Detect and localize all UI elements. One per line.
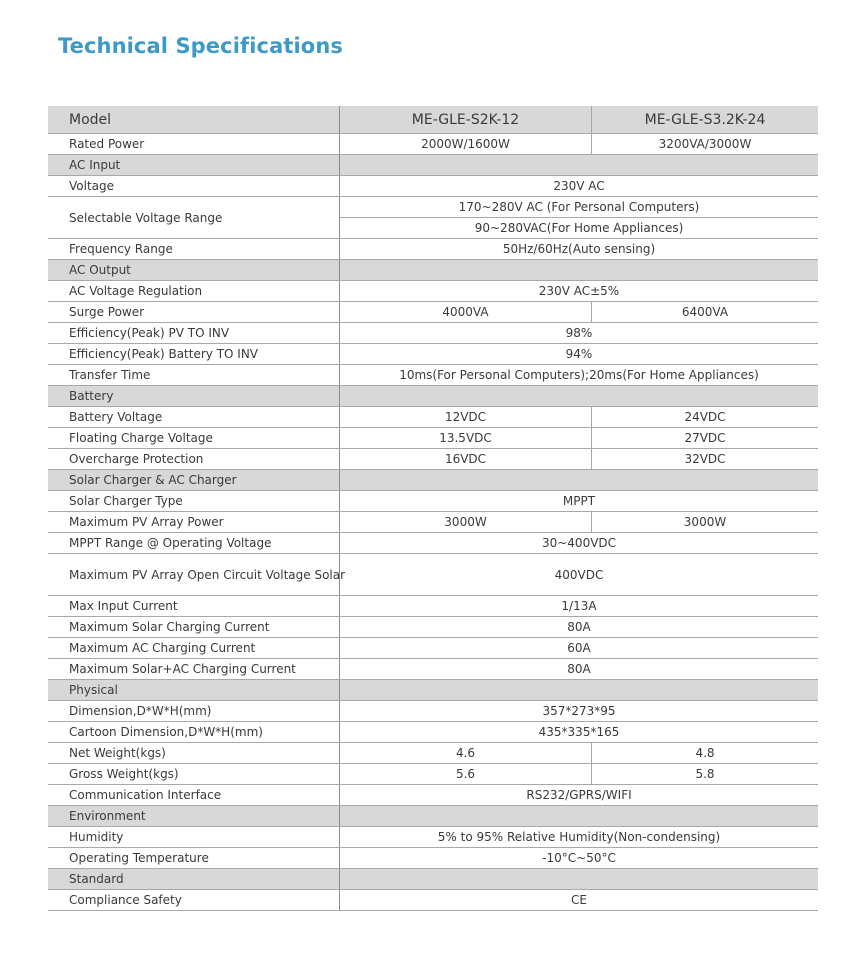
spec-label: Transfer Time <box>69 368 151 382</box>
value-columns <box>339 638 818 658</box>
value-columns <box>339 785 818 805</box>
value-columns <box>339 596 818 616</box>
table-row <box>48 890 818 911</box>
value-columns <box>339 617 818 637</box>
value-columns <box>339 512 818 532</box>
section-header-row <box>48 155 818 176</box>
spec-value: 50Hz/60Hz(Auto sensing) <box>502 242 656 256</box>
spec-value-model-1: 5.6 <box>455 767 476 781</box>
spec-value: 5% to 95% Relative Humidity(Non-condensing) <box>437 830 721 844</box>
spec-label: Maximum PV Array Open Circuit Voltage Solar <box>69 567 346 582</box>
value-columns <box>339 701 818 721</box>
table-row <box>48 302 818 323</box>
spec-label: Battery Voltage <box>69 410 163 424</box>
spec-value-model-2: 5.8 <box>591 764 818 784</box>
section-label: Battery <box>69 389 114 403</box>
spec-label: Compliance Safety <box>69 893 182 907</box>
spec-value: MPPT <box>562 494 596 508</box>
value-columns <box>339 869 818 889</box>
table-row <box>48 722 818 743</box>
table-row <box>48 848 818 869</box>
section-label: Standard <box>69 872 124 886</box>
value-columns <box>339 491 818 511</box>
spec-label: Voltage <box>69 179 115 193</box>
spec-value: 230V AC <box>553 179 605 193</box>
value-columns <box>339 365 818 385</box>
spec-label: Rated Power <box>69 137 145 151</box>
table-row <box>48 239 818 260</box>
value-columns <box>339 533 818 553</box>
value-columns <box>339 659 818 679</box>
spec-value-model-2: 24VDC <box>591 407 818 427</box>
spec-label: Solar Charger Type <box>69 494 183 508</box>
spec-value-line: 90~280VAC(For Home Appliances) <box>474 220 684 235</box>
spec-label: Maximum Solar Charging Current <box>69 620 270 634</box>
spec-value: 98% <box>565 326 593 340</box>
value-columns <box>339 197 818 238</box>
spec-value-model-1: 16VDC <box>444 452 487 466</box>
table-row <box>48 176 818 197</box>
value-columns <box>339 323 818 343</box>
table-row <box>48 743 818 764</box>
spec-label: Overcharge Protection <box>69 452 204 466</box>
table-row <box>48 785 818 806</box>
table-row <box>48 407 818 428</box>
section-label: AC Output <box>69 263 131 277</box>
table-row <box>48 428 818 449</box>
spec-value: RS232/GPRS/WIFI <box>526 788 632 802</box>
table-row <box>48 197 818 239</box>
spec-label: Max Input Current <box>69 599 178 613</box>
section-label: Solar Charger & AC Charger <box>69 473 237 487</box>
table-row <box>48 659 818 680</box>
table-row <box>48 512 818 533</box>
value-columns <box>339 176 818 196</box>
page-title: Technical Specifications <box>58 34 343 58</box>
spec-label: Operating Temperature <box>69 851 209 865</box>
spec-label: Gross Weight(kgs) <box>69 767 179 781</box>
spec-value-model-1: 13.5VDC <box>439 431 492 445</box>
value-columns <box>339 554 818 595</box>
spec-label: Floating Charge Voltage <box>69 431 213 445</box>
spec-value-model-1: 12VDC <box>444 410 487 424</box>
table-row <box>48 449 818 470</box>
section-header-row <box>48 806 818 827</box>
spec-value: 10ms(For Personal Computers);20ms(For Home Appliances) <box>399 368 759 382</box>
value-columns <box>339 449 818 469</box>
value-columns <box>339 386 818 406</box>
table-row <box>48 554 818 596</box>
value-columns <box>339 743 818 763</box>
section-label: AC Input <box>69 158 121 172</box>
spec-label: Maximum AC Charging Current <box>69 641 256 655</box>
spec-value: 30~400VDC <box>541 536 617 550</box>
spec-label: Cartoon Dimension,D*W*H(mm) <box>69 725 263 739</box>
table-row <box>48 323 818 344</box>
spec-value: -10°C~50°C <box>542 851 616 865</box>
spec-value: 60A <box>567 641 591 655</box>
spec-label: Humidity <box>69 830 124 844</box>
spec-value: 80A <box>567 662 591 676</box>
value-columns <box>339 680 818 700</box>
value-columns <box>339 470 818 490</box>
spec-value-model-2: 4.8 <box>591 743 818 763</box>
table-header-row <box>48 106 818 134</box>
table-row <box>48 134 818 155</box>
value-columns <box>339 260 818 280</box>
spec-value: 94% <box>565 347 593 361</box>
section-header-row <box>48 260 818 281</box>
spec-value-model-2: 32VDC <box>591 449 818 469</box>
spec-label: AC Voltage Regulation <box>69 284 203 298</box>
spec-value: 230V AC±5% <box>538 284 620 298</box>
value-columns <box>339 407 818 427</box>
spec-value: 357*273*95 <box>542 704 616 718</box>
section-label: Environment <box>69 809 146 823</box>
spec-value-model-1: 3000W <box>444 515 487 529</box>
value-columns <box>339 764 818 784</box>
table-row <box>48 617 818 638</box>
spec-label: Surge Power <box>69 305 145 319</box>
spec-label: MPPT Range @ Operating Voltage <box>69 536 272 550</box>
spec-label: Selectable Voltage Range <box>69 210 223 225</box>
model-columns <box>339 106 818 133</box>
spec-value-model-1: 4000VA <box>442 305 489 319</box>
model-2-header: ME-GLE-S3.2K-24 <box>591 106 818 133</box>
spec-label: Maximum PV Array Power <box>69 515 224 529</box>
value-columns <box>339 344 818 364</box>
spec-label: Efficiency(Peak) PV TO INV <box>69 326 230 340</box>
spec-value: 435*335*165 <box>538 725 620 739</box>
value-columns <box>339 890 818 910</box>
value-columns <box>339 155 818 175</box>
value-columns <box>339 722 818 742</box>
spec-value: 1/13A <box>561 599 597 613</box>
table-row <box>48 533 818 554</box>
table-row <box>48 281 818 302</box>
table-row <box>48 344 818 365</box>
section-header-row <box>48 386 818 407</box>
value-columns <box>339 239 818 259</box>
table-row <box>48 596 818 617</box>
value-columns <box>339 848 818 868</box>
spec-value-line: 170~280V AC (For Personal Computers) <box>340 197 818 218</box>
value-columns <box>339 428 818 448</box>
spec-label: Frequency Range <box>69 242 173 256</box>
table-row <box>48 827 818 848</box>
spec-value: 400VDC <box>554 567 604 582</box>
spec-label: Maximum Solar+AC Charging Current <box>69 662 296 676</box>
spec-value-model-1: 2000W/1600W <box>421 137 510 151</box>
spec-value: 80A <box>567 620 591 634</box>
value-columns <box>339 134 818 154</box>
table-row <box>48 764 818 785</box>
spec-value-model-2: 27VDC <box>591 428 818 448</box>
value-columns <box>339 281 818 301</box>
table-row <box>48 701 818 722</box>
value-columns <box>339 806 818 826</box>
spec-value-model-1: 4.6 <box>455 746 476 760</box>
spec-value: CE <box>571 893 587 907</box>
model-header-label: Model <box>69 111 112 128</box>
table-row <box>48 365 818 386</box>
spec-label: Communication Interface <box>69 788 222 802</box>
model-1-header: ME-GLE-S2K-12 <box>411 111 520 128</box>
section-header-row <box>48 680 818 701</box>
table-row <box>48 491 818 512</box>
section-label: Physical <box>69 683 118 697</box>
spec-label: Efficiency(Peak) Battery TO INV <box>69 347 259 361</box>
spec-label: Dimension,D*W*H(mm) <box>69 704 212 718</box>
section-header-row <box>48 869 818 890</box>
spec-label: Net Weight(kgs) <box>69 746 166 760</box>
spec-value-model-2: 3000W <box>591 512 818 532</box>
value-columns <box>339 827 818 847</box>
spec-value-model-2: 6400VA <box>591 302 818 322</box>
table-row <box>48 638 818 659</box>
value-columns <box>339 302 818 322</box>
spec-value-model-2: 3200VA/3000W <box>591 134 818 154</box>
section-header-row <box>48 470 818 491</box>
